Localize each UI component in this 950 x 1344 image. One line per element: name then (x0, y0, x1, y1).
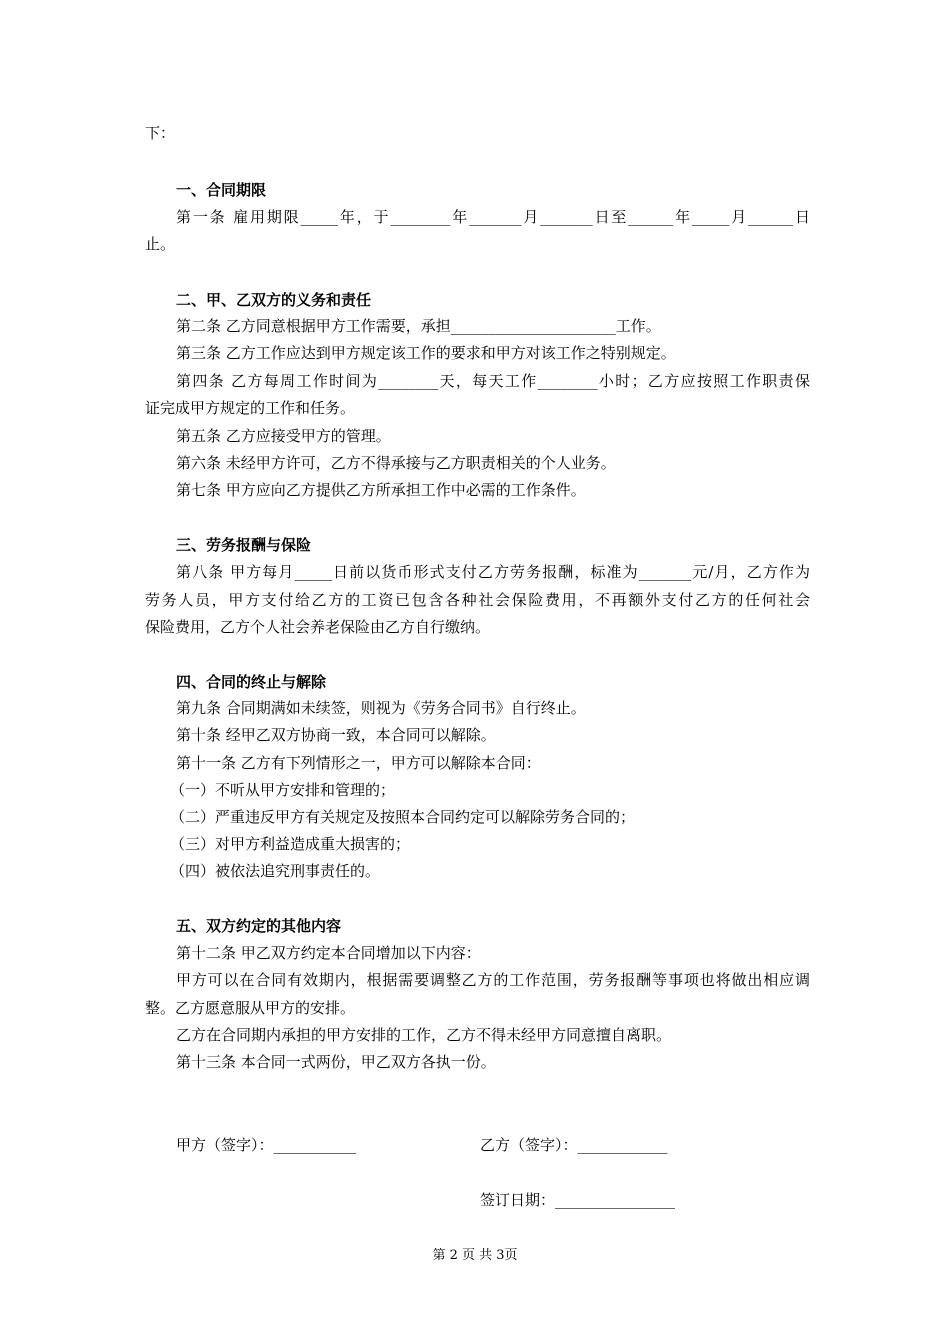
list-item: （三）对甲方利益造成重大损害的； (170, 835, 411, 853)
article-1: 第一条 雇用期限_____年，于________年_______月_______日至______年_____月______日 (176, 208, 810, 226)
section-heading-1: 一、合同期限 (176, 181, 267, 199)
text-line: 保险费用，乙方个人社会养老保险由乙方自行缴纳。 (145, 618, 491, 636)
article-5: 第五条 乙方应接受甲方的管理。 (176, 427, 391, 445)
article-9: 第九条 合同期满如未续签，则视为《劳务合同书》自行终止。 (176, 699, 586, 717)
text-line: 整。乙方愿意服从甲方的安排。 (145, 999, 356, 1017)
article-7: 第七条 甲方应向乙方提供乙方所承担工作中必需的工作条件。 (176, 481, 586, 499)
section-heading-5: 五、双方约定的其他内容 (176, 917, 342, 935)
article-2: 第二条 乙方同意根据甲方工作需要，承担______________________工作。 (176, 317, 661, 335)
list-item: （一）不听从甲方安排和管理的； (170, 781, 396, 799)
section-heading-2: 二、甲、乙双方的义务和责任 (176, 291, 372, 309)
text-line: 乙方在合同期内承担的甲方安排的工作，乙方不得未经甲方同意擅自离职。 (176, 1026, 672, 1044)
text-line: 甲方可以在合同有效期内，根据需要调整乙方的工作范围，劳务报酬等事项也将做出相应调 (176, 971, 810, 989)
article-12: 第十二条 甲乙双方约定本合同增加以下内容： (176, 944, 481, 962)
text-line: 止。 (145, 235, 176, 253)
page-number: 第 2 页 共 3页 (432, 1248, 518, 1263)
text-line: 劳务人员，甲方支付给乙方的工资已包含各种社会保险费用，不再额外支付乙方的任何社会 (145, 591, 810, 609)
party-b-signature: 乙方（签字）：____________ (480, 1136, 668, 1154)
article-4: 第四条 乙方每周工作时间为________天，每天工作________小时；乙方应按照工作职责保 (176, 372, 810, 390)
section-heading-3: 三、劳务报酬与保险 (176, 536, 312, 554)
article-11: 第十一条 乙方有下列情形之一，甲方可以解除本合同： (176, 754, 541, 772)
text-line: 下： (145, 124, 176, 142)
signing-date: 签订日期：________________ (480, 1191, 676, 1209)
article-8: 第八条 甲方每月_____日前以货币形式支付乙方劳务报酬，标准为_______元/月，乙方作为 (176, 563, 810, 581)
article-13: 第十三条 本合同一式两份，甲乙双方各执一份。 (176, 1053, 496, 1071)
article-10: 第十条 经甲乙双方协商一致，本合同可以解除。 (176, 726, 496, 744)
list-item: （二）严重违反甲方有关规定及按照本合同约定可以解除劳务合同的； (170, 808, 636, 826)
party-a-signature: 甲方（签字）：___________ (176, 1136, 357, 1154)
text-line: 证完成甲方规定的工作和任务。 (145, 399, 356, 417)
article-3: 第三条 乙方工作应达到甲方规定该工作的要求和甲方对该工作之特别规定。 (176, 344, 676, 362)
article-6: 第六条 未经甲方许可，乙方不得承接与乙方职责相关的个人业务。 (176, 454, 616, 472)
list-item: （四）被依法追究刑事责任的。 (170, 862, 381, 880)
section-heading-4: 四、合同的终止与解除 (176, 673, 327, 691)
